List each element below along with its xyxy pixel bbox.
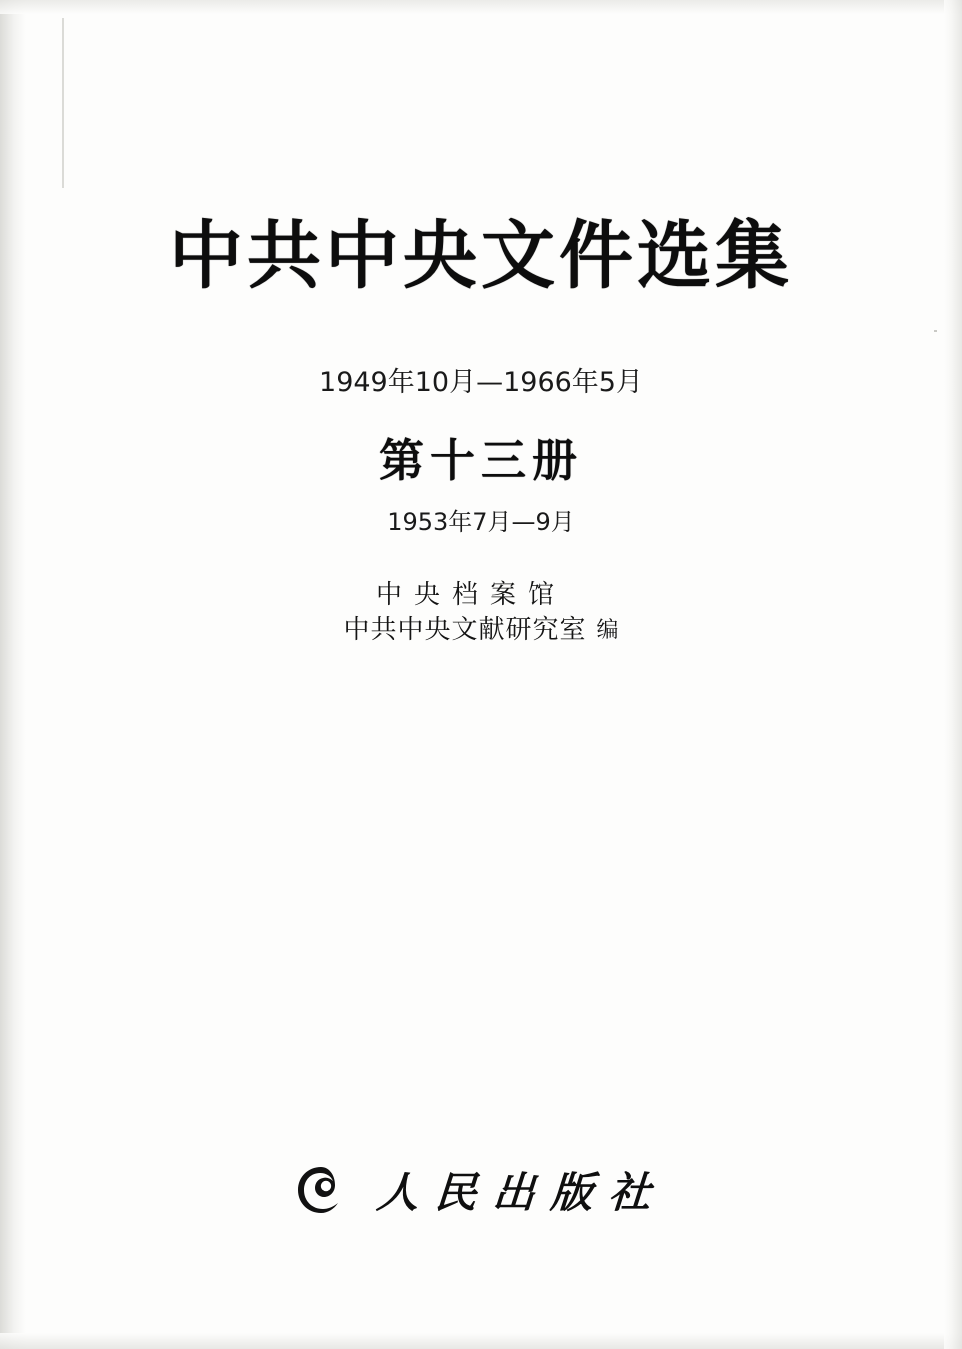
people-publishing-house-logo-icon bbox=[295, 1164, 347, 1216]
book-date-range: 1949年10月—1966年5月 bbox=[319, 367, 643, 398]
book-volume-number: 第十三册 bbox=[378, 434, 583, 487]
editor-organizations bbox=[343, 578, 586, 648]
editors-block bbox=[0, 578, 962, 648]
editor-role-label: 编 bbox=[596, 618, 619, 644]
book-main-title: 中共中央文件选集 bbox=[169, 213, 793, 299]
editor-organization-secondary: 中共中央文献研究室 bbox=[343, 615, 587, 646]
editor-organization-primary: 中央档案馆 bbox=[375, 580, 566, 610]
publisher-block bbox=[0, 1160, 962, 1220]
publisher-name: 人民出版社 bbox=[375, 1168, 669, 1217]
book-volume-date-range: 1953年7月—9月 bbox=[387, 508, 575, 536]
